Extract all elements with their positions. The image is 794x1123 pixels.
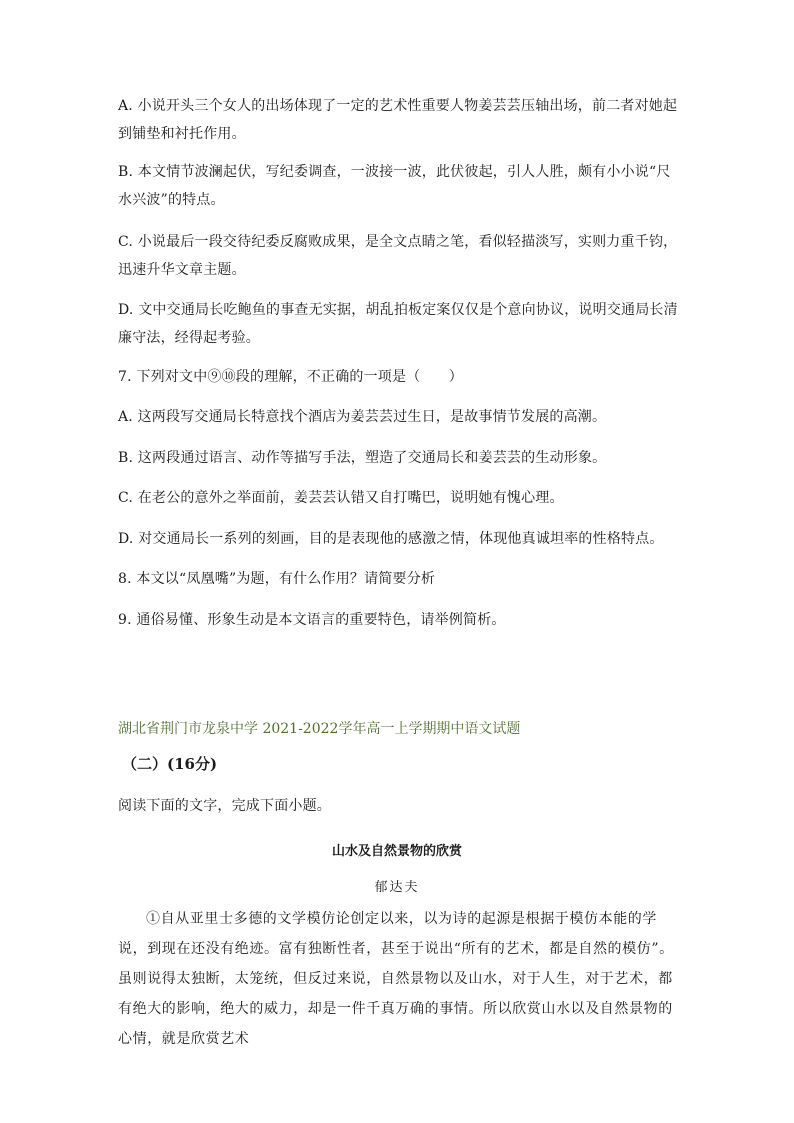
section-label: （二）(16分) bbox=[122, 755, 218, 773]
source-header: 湖北省荆门市龙泉中学 2021-2022学年高一上学期期中语文试题 bbox=[118, 721, 521, 737]
question-7-option-d: D. 对交通局长一系列的刻画，目的是表现他的感激之情，体现他真诚坦率的性格特点。 bbox=[118, 531, 664, 547]
article-paragraph-1: ①自从亚里士多德的文学模仿论创定以来，以为诗的起源是根据于模仿本能的学说，到现在还没有绝迹。富有独断性者，甚至于说出“所有的艺术，都是自然的模仿”。虽则说得太独断，太笼统，但反过来说，自然景物以及山水，对于人生，对于艺术，都有绝大的影响，绝大的威力，却是一件千真万确的事情。所以欣赏山水以及自然景物的心情，就是欣赏艺术 bbox=[118, 911, 674, 1047]
question-7-option-b: B. 这两段通过语言、动作等描写手法，塑造了交通局长和姜芸芸的生动形象。 bbox=[118, 450, 607, 466]
question-7-stem: 7. 下列对文中⑨⑩段的理解，不正确的一项是（ ） bbox=[118, 369, 464, 385]
question-9: 9. 通俗易懂、形象生动是本文语言的重要特色，请举例简析。 bbox=[118, 612, 506, 628]
article-author: 郁达夫 bbox=[374, 880, 420, 895]
question-8: 8. 本文以“凤凰嘴”为题，有什么作用？请简要分析 bbox=[118, 571, 436, 587]
question-7-option-c: C. 在老公的意外之举面前，姜芸芸认错又自打嘴巴，说明她有愧心理。 bbox=[118, 490, 564, 506]
question-6-option-d: D. 文中交通局长吃鲍鱼的事查无实据，胡乱拍板定案仅仅是个意向协议，说明交通局长清廉守法，经得起考验。 bbox=[118, 302, 678, 346]
instruction: 阅读下面的文字，完成下面小题。 bbox=[118, 798, 331, 814]
question-7-option-a: A. 这两段写交通局长特意找个酒店为姜芸芸过生日，是故事情节发展的高潮。 bbox=[118, 409, 607, 425]
question-6-option-b: B. 本文情节波澜起伏，写纪委调查，一波接一波，此伏彼起，引人人胜，颇有小小说“尺水兴波”的特点。 bbox=[118, 164, 671, 208]
question-6-option-c: C. 小说最后一段交待纪委反腐败成果，是全文点睛之笔，看似轻描淡写，实则力重千钧，迅速升华文章主题。 bbox=[118, 234, 678, 278]
question-6-option-a: A. 小说开头三个女人的出场体现了一定的艺术性重要人物姜芸芸压轴出场，前二者对她起到铺垫和衬托作用。 bbox=[118, 98, 678, 142]
article-title: 山水及自然景物的欣赏 bbox=[331, 844, 462, 859]
